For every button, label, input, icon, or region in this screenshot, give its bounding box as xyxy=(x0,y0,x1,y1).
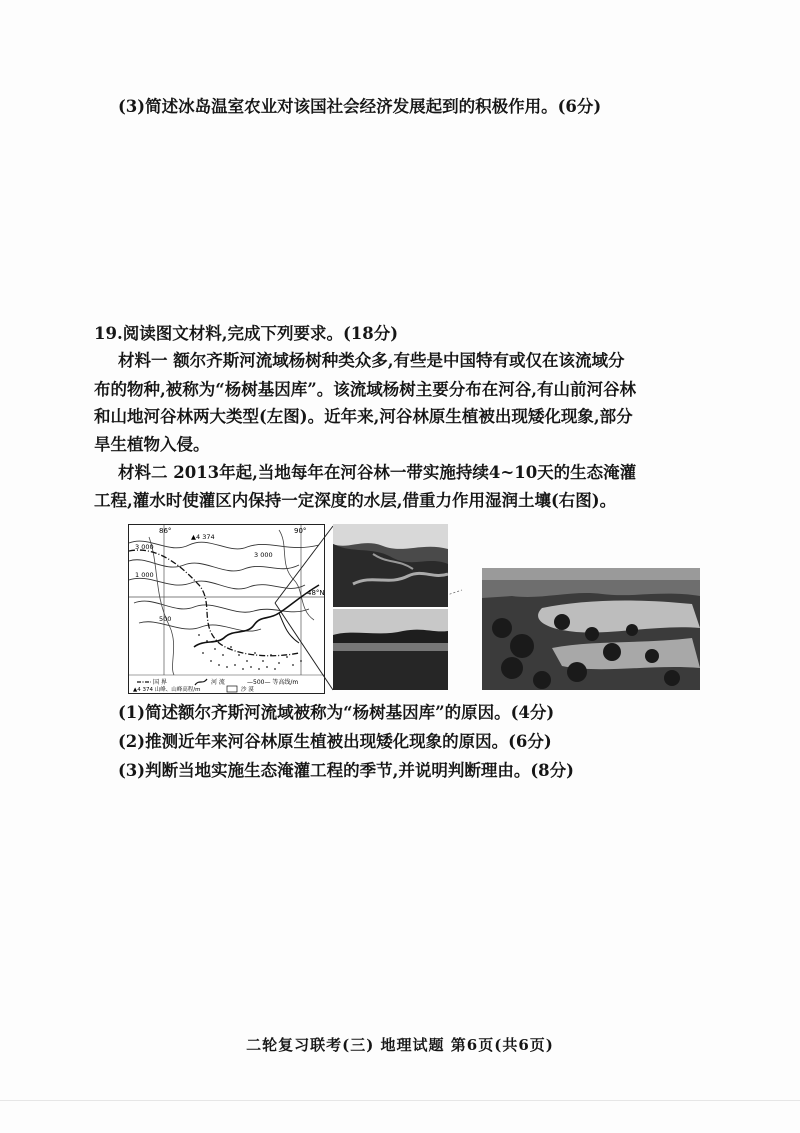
q19-question: (3)判断当地实施生态淹灌工程的季节,并说明判断理由。(8分) xyxy=(118,761,574,780)
flood-irrigation-photo xyxy=(482,568,700,690)
bottom-rule xyxy=(0,1100,800,1101)
foothill-valley-forest-photo xyxy=(333,609,448,690)
legend-contour: —500— 等高线/m xyxy=(247,679,299,686)
q19-question: (1)简述额尔齐斯河流域被称为“杨树基因库”的原因。(4分) xyxy=(118,703,555,722)
material1-line: 布的物种,被称为“杨树基因库”。该流域杨树主要分布在河谷,有山前河谷林 xyxy=(94,380,636,399)
contour-label: 3 000 xyxy=(254,551,273,559)
peak-label: ▲4 374 xyxy=(191,533,215,541)
mountain-valley-forest-photo xyxy=(333,524,448,607)
legend-river: 河 流 xyxy=(211,679,225,686)
contour-label: 500 xyxy=(159,615,172,623)
legend-border: 国 界 xyxy=(153,679,167,686)
legend-peak: ▲4 374 山峰、山峰高程/m xyxy=(133,687,201,693)
q19-question: (2)推测近年来河谷林原生植被出现矮化现象的原因。(6分) xyxy=(118,732,552,751)
material2-line: 工程,灌水时使灌区内保持一定深度的水层,借重力作用湿润土壤(右图)。 xyxy=(94,491,617,510)
material1-line: 旱生植物入侵。 xyxy=(94,435,210,454)
q18-part3: (3)简述冰岛温室农业对该国社会经济发展起到的积极作用。(6分) xyxy=(118,97,602,116)
material2-line: 材料二 2013年起,当地每年在河谷林一带实施持续4~10天的生态淹灌 xyxy=(118,463,637,482)
page-footer: 二轮复习联考(三) 地理试题 第6页(共6页) xyxy=(246,1036,554,1054)
material1-line: 材料一 额尔齐斯河流域杨树种类众多,有些是中国特有或仅在该流域分 xyxy=(118,351,625,370)
contour-label: 3 000 xyxy=(135,543,154,551)
contour-label: 1 000 xyxy=(135,571,154,579)
lon-right-label: 90° xyxy=(294,527,307,535)
lon-left-label: 86° xyxy=(159,527,172,535)
lat-label: 48°N xyxy=(307,589,324,597)
material1-line: 和山地河谷林两大类型(左图)。近年来,河谷林原生植被出现矮化现象,部分 xyxy=(94,407,633,426)
q19-heading: 19.阅读图文材料,完成下列要求。(18分) xyxy=(94,324,399,343)
legend-desert: 沙 漠 xyxy=(241,687,254,693)
